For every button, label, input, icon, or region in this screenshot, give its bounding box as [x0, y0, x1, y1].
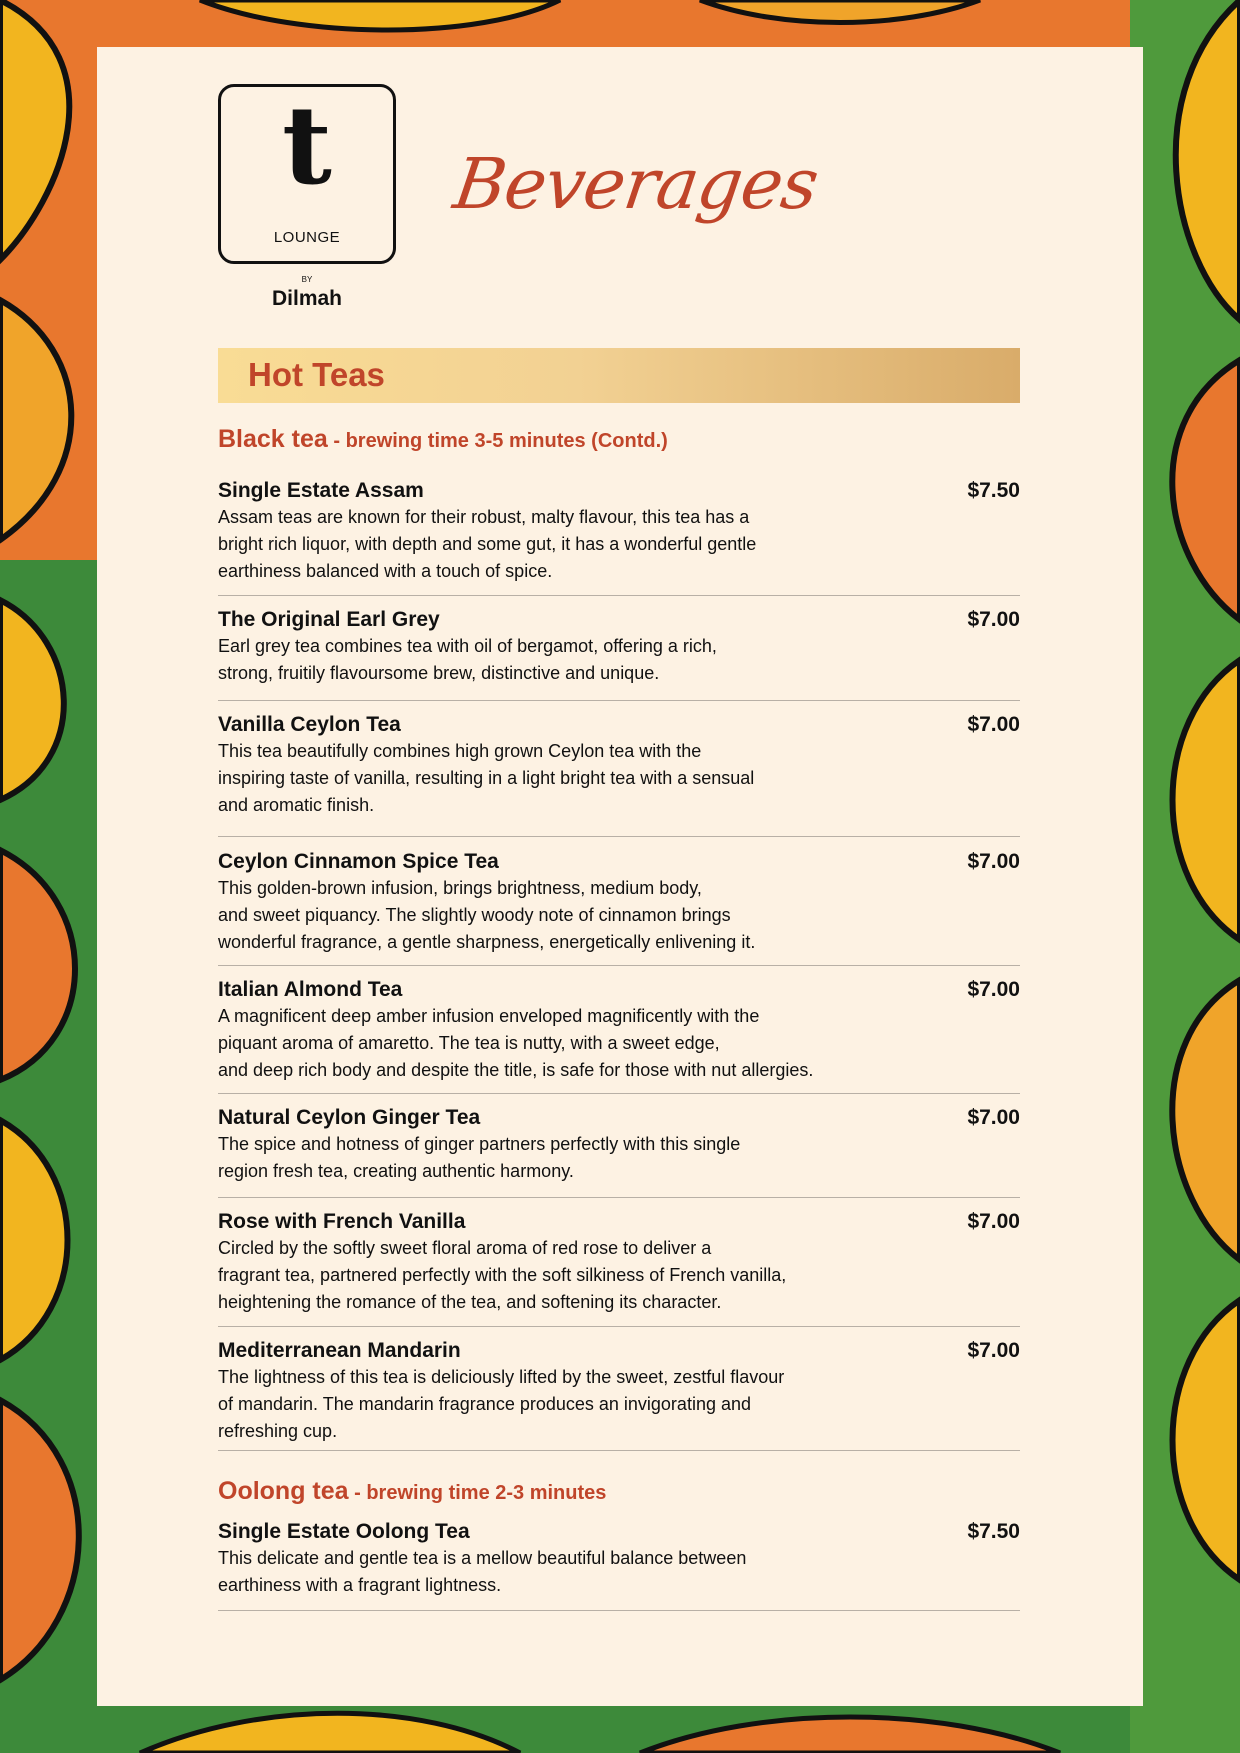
logo-word: LOUNGE — [273, 229, 341, 246]
logo-letter: t — [282, 83, 332, 209]
category-heading-black-tea — [218, 425, 668, 454]
item-divider — [218, 836, 1020, 837]
item-name: Natural Ceylon Ginger Tea — [218, 1106, 481, 1129]
menu-item — [218, 1210, 1020, 1316]
menu-item — [218, 1520, 1020, 1599]
item-divider — [218, 1093, 1020, 1094]
item-price: $7.00 — [967, 608, 1020, 631]
item-name: Italian Almond Tea — [218, 978, 403, 1001]
item-divider — [218, 1610, 1020, 1611]
menu-item — [218, 608, 1020, 687]
item-name: Single Estate Oolong Tea — [218, 1520, 470, 1543]
menu-item — [218, 479, 1020, 585]
item-name: The Original Earl Grey — [218, 608, 440, 631]
menu-item — [218, 1339, 1020, 1445]
dilmah-brand: Dilmah — [271, 287, 342, 310]
item-description: The lightness of this tea is deliciously lifted by the sweet, zestful flavour of mandarin. The mandarin fragrance produces an invigorating and refreshing cup. — [218, 1367, 785, 1441]
item-description: Earl grey tea combines tea with oil of bergamot, offering a rich, strong, fruitily flavoursome brew, distinctive and unique. — [218, 636, 717, 683]
menu-item — [218, 978, 1020, 1084]
item-description: A magnificent deep amber infusion enveloped magnificently with the piquant aroma of amaretto. The tea is nutty, with a sweet edge, and deep rich body and despite the title, is safe for those with nut allergies. — [218, 1006, 814, 1080]
item-name: Mediterranean Mandarin — [218, 1339, 461, 1362]
category-heading-oolong-tea — [218, 1477, 606, 1506]
item-name: Ceylon Cinnamon Spice Tea — [218, 850, 499, 873]
section-header-bar — [218, 348, 1020, 403]
item-divider — [218, 1450, 1020, 1451]
item-price: $7.00 — [967, 1210, 1020, 1233]
item-description: This delicate and gentle tea is a mellow beautiful balance between earthiness with a fragrant lightness. — [218, 1548, 747, 1595]
item-name: Vanilla Ceylon Tea — [218, 713, 401, 736]
t-lounge-logo — [218, 84, 396, 264]
item-description: This golden-brown infusion, brings brightness, medium body, and sweet piquancy. The slightly woody note of cinnamon brings wonderful fragrance, a gentle sharpness, energetically enlivening it. — [218, 878, 756, 952]
item-divider — [218, 595, 1020, 596]
category-name: Oolong tea — [218, 1477, 349, 1505]
item-divider — [218, 700, 1020, 701]
item-price: $7.00 — [967, 713, 1020, 736]
item-price: $7.00 — [967, 978, 1020, 1001]
item-name: Single Estate Assam — [218, 479, 424, 502]
item-price: $7.00 — [967, 1339, 1020, 1362]
logo-by: BY — [301, 275, 313, 284]
category-note: - brewing time 2-3 minutes — [348, 1482, 607, 1504]
item-description: Assam teas are known for their robust, malty flavour, this tea has a bright rich liquor, with depth and some gut, it has a wonderful gentle earthiness balanced with a touch of spice. — [218, 507, 757, 581]
item-name: Rose with French Vanilla — [218, 1210, 466, 1233]
item-price: $7.00 — [967, 1106, 1020, 1129]
category-name: Black tea — [218, 425, 328, 453]
category-note: - brewing time 3-5 minutes (Contd.) — [327, 430, 668, 452]
menu-item — [218, 1106, 1020, 1185]
item-divider — [218, 1197, 1020, 1198]
menu-item — [218, 713, 1020, 819]
item-description: The spice and hotness of ginger partners perfectly with this single region fresh tea, creating authentic harmony. — [218, 1134, 741, 1181]
item-price: $7.00 — [967, 850, 1020, 873]
item-description: This tea beautifully combines high grown Ceylon tea with the inspiring taste of vanilla, resulting in a light bright tea with a sensual and aromatic finish. — [218, 741, 755, 815]
item-price: $7.50 — [967, 1520, 1020, 1543]
item-price: $7.50 — [967, 479, 1020, 502]
item-divider — [218, 1326, 1020, 1327]
menu-item — [218, 850, 1020, 956]
page-title: Beverages — [449, 143, 823, 225]
item-description: Circled by the softly sweet floral aroma of red rose to deliver a fragrant tea, partnered perfectly with the soft silkiness of French vanilla, heightening the romance of the tea, and softening its character. — [218, 1238, 787, 1312]
section-title: Hot Teas — [248, 356, 385, 393]
item-divider — [218, 965, 1020, 966]
menu-card — [97, 47, 1143, 1706]
